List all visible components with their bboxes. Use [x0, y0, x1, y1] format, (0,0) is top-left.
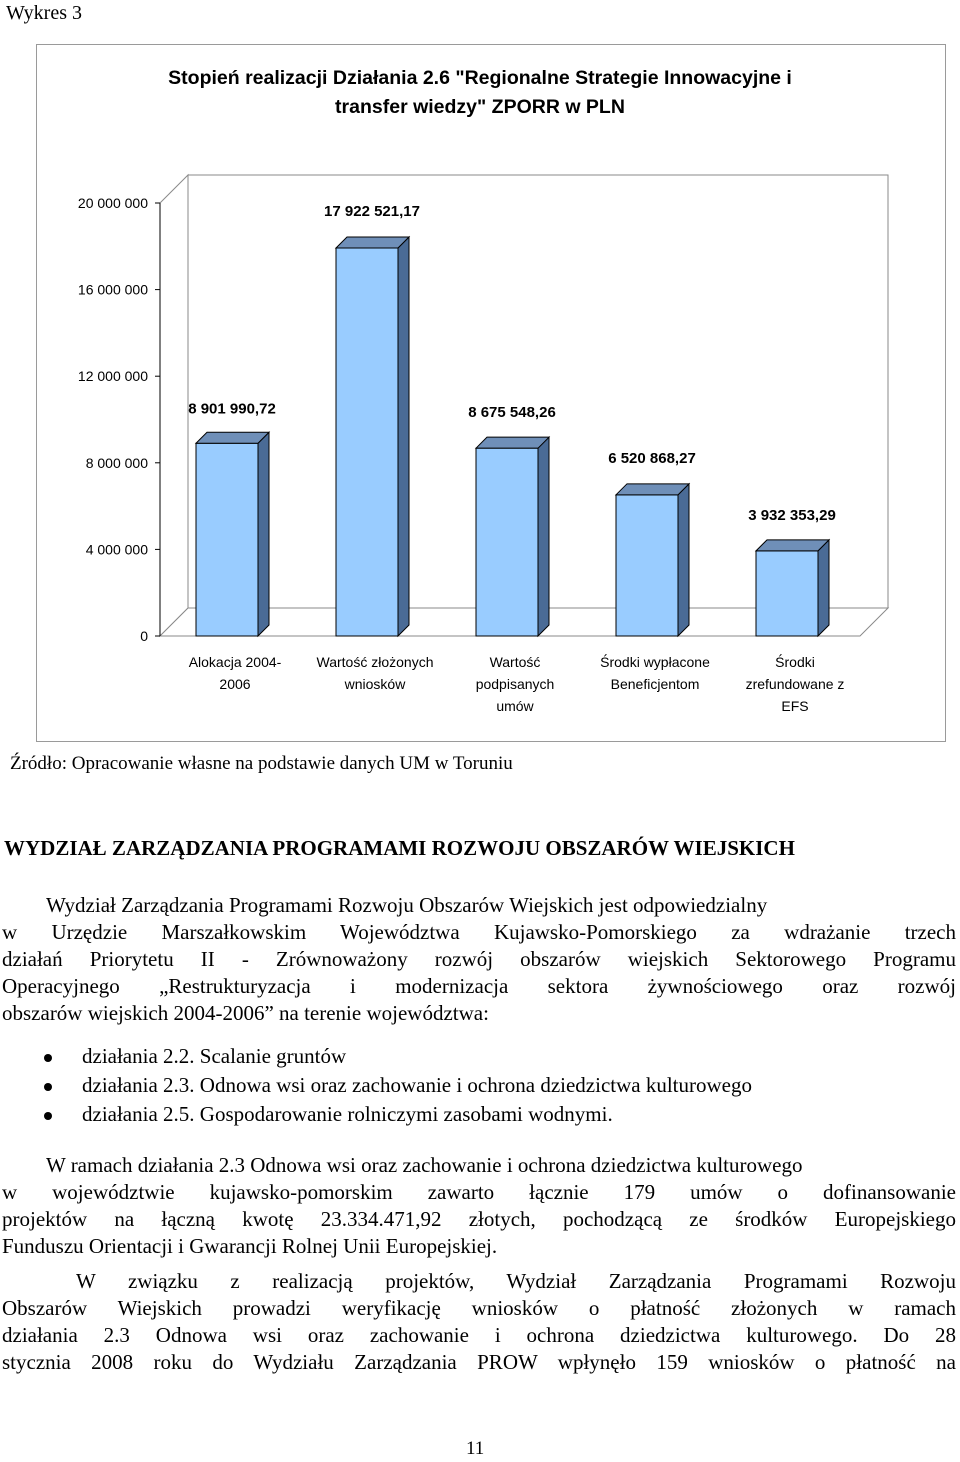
bar-top — [196, 432, 269, 443]
paragraph-1-line: Wydział Zarządzania Programami Rozwoju Obszarów Wiejskich jest odpowiedzialny — [46, 893, 768, 917]
list-item-text: działania 2.2. Scalanie gruntów — [82, 1044, 347, 1068]
y-tick-label: 12 000 000 — [77, 368, 148, 385]
chart-title-line-1: Stopień realizacji Działania 2.6 "Regionalne Strategie Innowacyjne i — [168, 67, 792, 89]
data-label: 17 922 521,17 — [324, 202, 420, 220]
paragraph-3-line: Obszarów Wiejskich prowadzi weryfikację wniosków o płatność złożonych w ramach — [2, 1296, 956, 1320]
list-item-text: działania 2.3. Odnowa wsi oraz zachowanie i ochrona dziedzictwa kulturowego — [82, 1073, 752, 1097]
paragraph-1-line: działań Priorytetu II - Zrównoważony rozwój obszarów wiejskich Sektorowego Programu — [2, 947, 956, 971]
bar-top — [336, 237, 409, 248]
y-tick-label: 16 000 000 — [77, 281, 148, 298]
x-tick-label: Środki wypłacone Beneficjentom — [600, 654, 710, 692]
paragraph-1-line: Operacyjnego „Restrukturyzacja i modernizacja sektora żywnościowego oraz rozwój — [2, 974, 956, 998]
paragraph-2-line: Funduszu Orientacji i Gwarancji Rolnej Unii Europejskiej. — [2, 1234, 498, 1258]
paragraph-2-line: w województwie kujawsko-pomorskim zawarto łącznie 179 umów o dofinansowanie — [2, 1180, 956, 1204]
bullet-icon — [44, 1083, 52, 1091]
bar — [616, 495, 678, 636]
bar-side — [678, 484, 689, 636]
paragraph-1-line: w Urzędzie Marszałkowskim Województwa Kujawsko-Pomorskiego za wdrażanie trzech — [2, 920, 956, 944]
paragraph-2-line: projektów na łączną kwotę 23.334.471,92 złotych, pochodzącą ze środków Europejskiego — [2, 1207, 956, 1231]
paragraph-1 — [2, 892, 956, 1027]
bar — [336, 248, 398, 636]
data-label: 8 901 990,72 — [188, 400, 276, 418]
bar-top — [476, 437, 549, 448]
bullet-list — [0, 1042, 752, 1129]
bar-side — [258, 432, 269, 636]
x-tick-label: Wartość złożonych wniosków — [316, 654, 434, 692]
plot-side-wall — [160, 175, 188, 636]
bullet-icon — [44, 1112, 52, 1120]
figure-caption: Wykres 3 — [6, 2, 82, 24]
paragraph-3-line: stycznia 2008 roku do Wydziału Zarządzania PROW wpłynęło 159 wniosków o płatność na — [2, 1350, 956, 1374]
list-item — [0, 1042, 752, 1071]
list-item-text: działania 2.5. Gospodarowanie rolniczymi zasobami wodnymi. — [82, 1102, 613, 1126]
bar — [196, 443, 258, 636]
data-label: 8 675 548,26 — [468, 404, 556, 422]
y-tick-label: 8 000 000 — [85, 454, 148, 471]
paragraph-2 — [2, 1152, 956, 1260]
x-tick-label: Środki zrefundowane z EFS — [745, 654, 845, 714]
paragraph-3-line: działania 2.3 Odnowa wsi oraz zachowanie i ochrona dziedzictwa kulturowego. Do 28 — [2, 1323, 956, 1347]
y-tick-label: 0 — [140, 628, 148, 644]
chart-source: Źródło: Opracowanie własne na podstawie danych UM w Toruniu — [10, 753, 513, 774]
bar — [756, 551, 818, 636]
data-label: 3 932 353,29 — [748, 506, 836, 524]
section-heading: WYDZIAŁ ZARZĄDZANIA PROGRAMAMI ROZWOJU OBSZARÓW WIEJSKICH — [4, 836, 795, 860]
x-tick-label: Alokacja 2004-2006 — [188, 654, 282, 692]
y-tick-label: 20 000 000 — [77, 195, 148, 211]
chart-title-line-2: transfer wiedzy" ZPORR w PLN — [335, 96, 625, 118]
bar-top — [616, 484, 689, 495]
bar-side — [538, 437, 549, 636]
list-item — [0, 1100, 752, 1129]
page-number: 11 — [466, 1438, 485, 1459]
y-tick-label: 4 000 000 — [85, 541, 148, 558]
bar-side — [818, 540, 829, 636]
list-item — [0, 1071, 752, 1100]
paragraph-2-line: W ramach działania 2.3 Odnowa wsi oraz zachowanie i ochrona dziedzictwa kulturowego — [46, 1153, 803, 1177]
paragraph-3-line: W związku z realizacją projektów, Wydział Zarządzania Programami Rozwoju — [76, 1269, 956, 1293]
paragraph-1-line: obszarów wiejskich 2004-2006” na terenie województwa: — [2, 1001, 489, 1025]
x-tick-label: Wartość podpisanych umów — [475, 654, 555, 714]
paragraph-3 — [2, 1268, 956, 1376]
bar-top — [756, 540, 829, 551]
bullet-icon — [44, 1054, 52, 1062]
data-label: 6 520 868,27 — [608, 449, 696, 467]
bar-side — [398, 237, 409, 636]
bar — [476, 448, 538, 636]
